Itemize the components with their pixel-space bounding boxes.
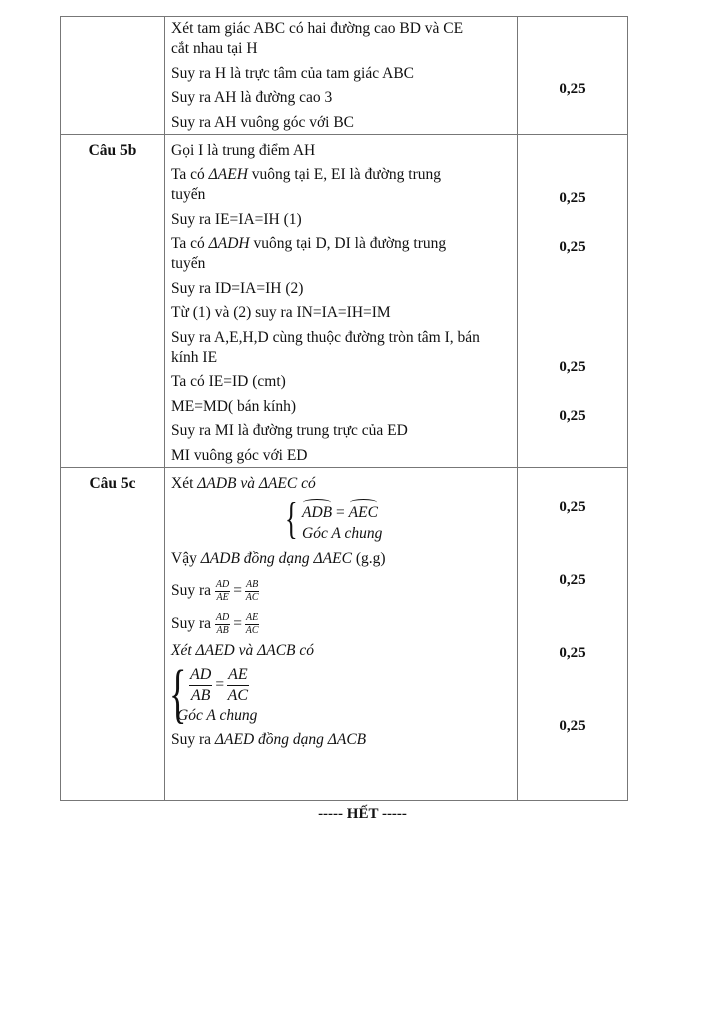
text-span: Suy ra — [171, 582, 215, 599]
fraction-line — [171, 573, 259, 609]
equals-sign: = — [332, 504, 349, 521]
math-line — [302, 503, 378, 523]
numerator: AB — [246, 578, 259, 590]
text-span: vuông tại D, DI là đường trung — [249, 235, 447, 252]
fraction — [215, 612, 230, 637]
text-line: MI vuông góc với ED — [171, 447, 308, 464]
score-value: 0,25 — [559, 645, 586, 661]
equals-sign: = — [233, 615, 243, 632]
end-marker: ----- HẾT ----- — [318, 806, 407, 822]
numerator: AE — [246, 611, 259, 623]
answer-table — [60, 16, 628, 801]
denominator: AC — [245, 591, 259, 603]
math-line: Góc A chung — [302, 525, 383, 542]
text-line — [171, 474, 316, 494]
row-divider-2 — [61, 467, 627, 468]
numerator: AD — [215, 611, 230, 623]
question-label-5b: Câu 5b — [88, 142, 137, 159]
math-line: Góc A chung — [177, 707, 258, 724]
score-value: 0,25 — [559, 359, 586, 375]
equals-sign: = — [233, 582, 243, 599]
fraction — [215, 579, 230, 604]
text-span: Xét — [171, 475, 198, 492]
angle-left: ADB — [302, 504, 333, 521]
math-span: ΔAEH — [208, 166, 248, 183]
text-line — [171, 730, 366, 750]
text-line: Gọi I là trung điểm AH — [171, 142, 316, 159]
fraction — [245, 579, 259, 604]
score-value: 0,25 — [559, 408, 586, 424]
text-line: Suy ra AH vuông góc với BC — [171, 114, 355, 131]
brace-symbol: { — [169, 657, 187, 730]
math-span: ΔADB đồng dạng ΔAEC — [200, 550, 352, 567]
angle-right: AEC — [348, 504, 378, 521]
text-line: Suy ra H là trực tâm của tam giác ABC — [171, 65, 414, 82]
math-span: ΔADB và ΔAEC có — [197, 475, 316, 492]
text-line: Xét tam giác ABC có hai đường cao BD và CE — [171, 20, 464, 37]
text-span: Vậy — [171, 550, 201, 567]
text-line: Suy ra A,E,H,D cùng thuộc đường tròn tâm I, bán — [171, 329, 480, 346]
text-line: cắt nhau tại H — [171, 40, 258, 57]
brace-symbol: { — [285, 494, 298, 543]
text-line: Suy ra MI là đường trung trực của ED — [171, 422, 408, 439]
denominator: AC — [227, 686, 249, 704]
question-label-5c: Câu 5c — [89, 475, 136, 492]
text-span: (g.g) — [351, 550, 386, 567]
fraction — [245, 612, 259, 637]
denominator: AB — [190, 686, 211, 704]
text-span: Ta có — [171, 235, 209, 252]
fraction-line — [189, 663, 249, 707]
text-line: Suy ra ID=IA=IH (2) — [171, 280, 304, 297]
score-value: 0,25 — [559, 718, 586, 734]
text-line: ME=MD( bán kính) — [171, 398, 296, 415]
math-span: ΔADH — [208, 235, 250, 252]
text-line — [171, 234, 446, 254]
score-value: 0,25 — [559, 572, 586, 588]
row-divider-1 — [61, 134, 627, 135]
math-span: ΔAED đồng dạng ΔACB — [214, 731, 367, 748]
numerator: AE — [227, 665, 249, 686]
text-span: vuông tại E, EI là đường trung — [247, 166, 441, 183]
text-span: Ta có — [171, 166, 209, 183]
fraction — [189, 665, 212, 706]
numerator: AD — [215, 578, 230, 590]
score-value: 0,25 — [559, 239, 586, 255]
fraction — [227, 665, 249, 706]
math-line: Xét ΔAED và ΔACB có — [171, 642, 315, 659]
text-line — [171, 165, 441, 185]
text-line: Ta có IE=ID (cmt) — [171, 373, 286, 390]
text-span: Suy ra — [171, 615, 215, 632]
score-value: 0,25 — [559, 190, 586, 206]
text-span: Suy ra — [171, 731, 215, 748]
equals-sign: = — [215, 676, 225, 693]
text-line: tuyến — [171, 255, 206, 272]
text-line: kính IE — [171, 349, 218, 366]
text-line: tuyến — [171, 186, 206, 203]
text-line: Suy ra AH là đường cao 3 — [171, 89, 333, 106]
score-value: 0,25 — [559, 499, 586, 515]
denominator: AB — [216, 624, 229, 636]
fraction-line — [171, 606, 259, 642]
numerator: AD — [189, 665, 212, 686]
denominator: AE — [216, 591, 229, 603]
text-line: Suy ra IE=IA=IH (1) — [171, 211, 302, 228]
score-value: 0,25 — [559, 81, 586, 97]
text-line — [171, 549, 386, 569]
denominator: AC — [245, 624, 259, 636]
text-line: Từ (1) và (2) suy ra IN=IA=IH=IM — [171, 304, 391, 321]
